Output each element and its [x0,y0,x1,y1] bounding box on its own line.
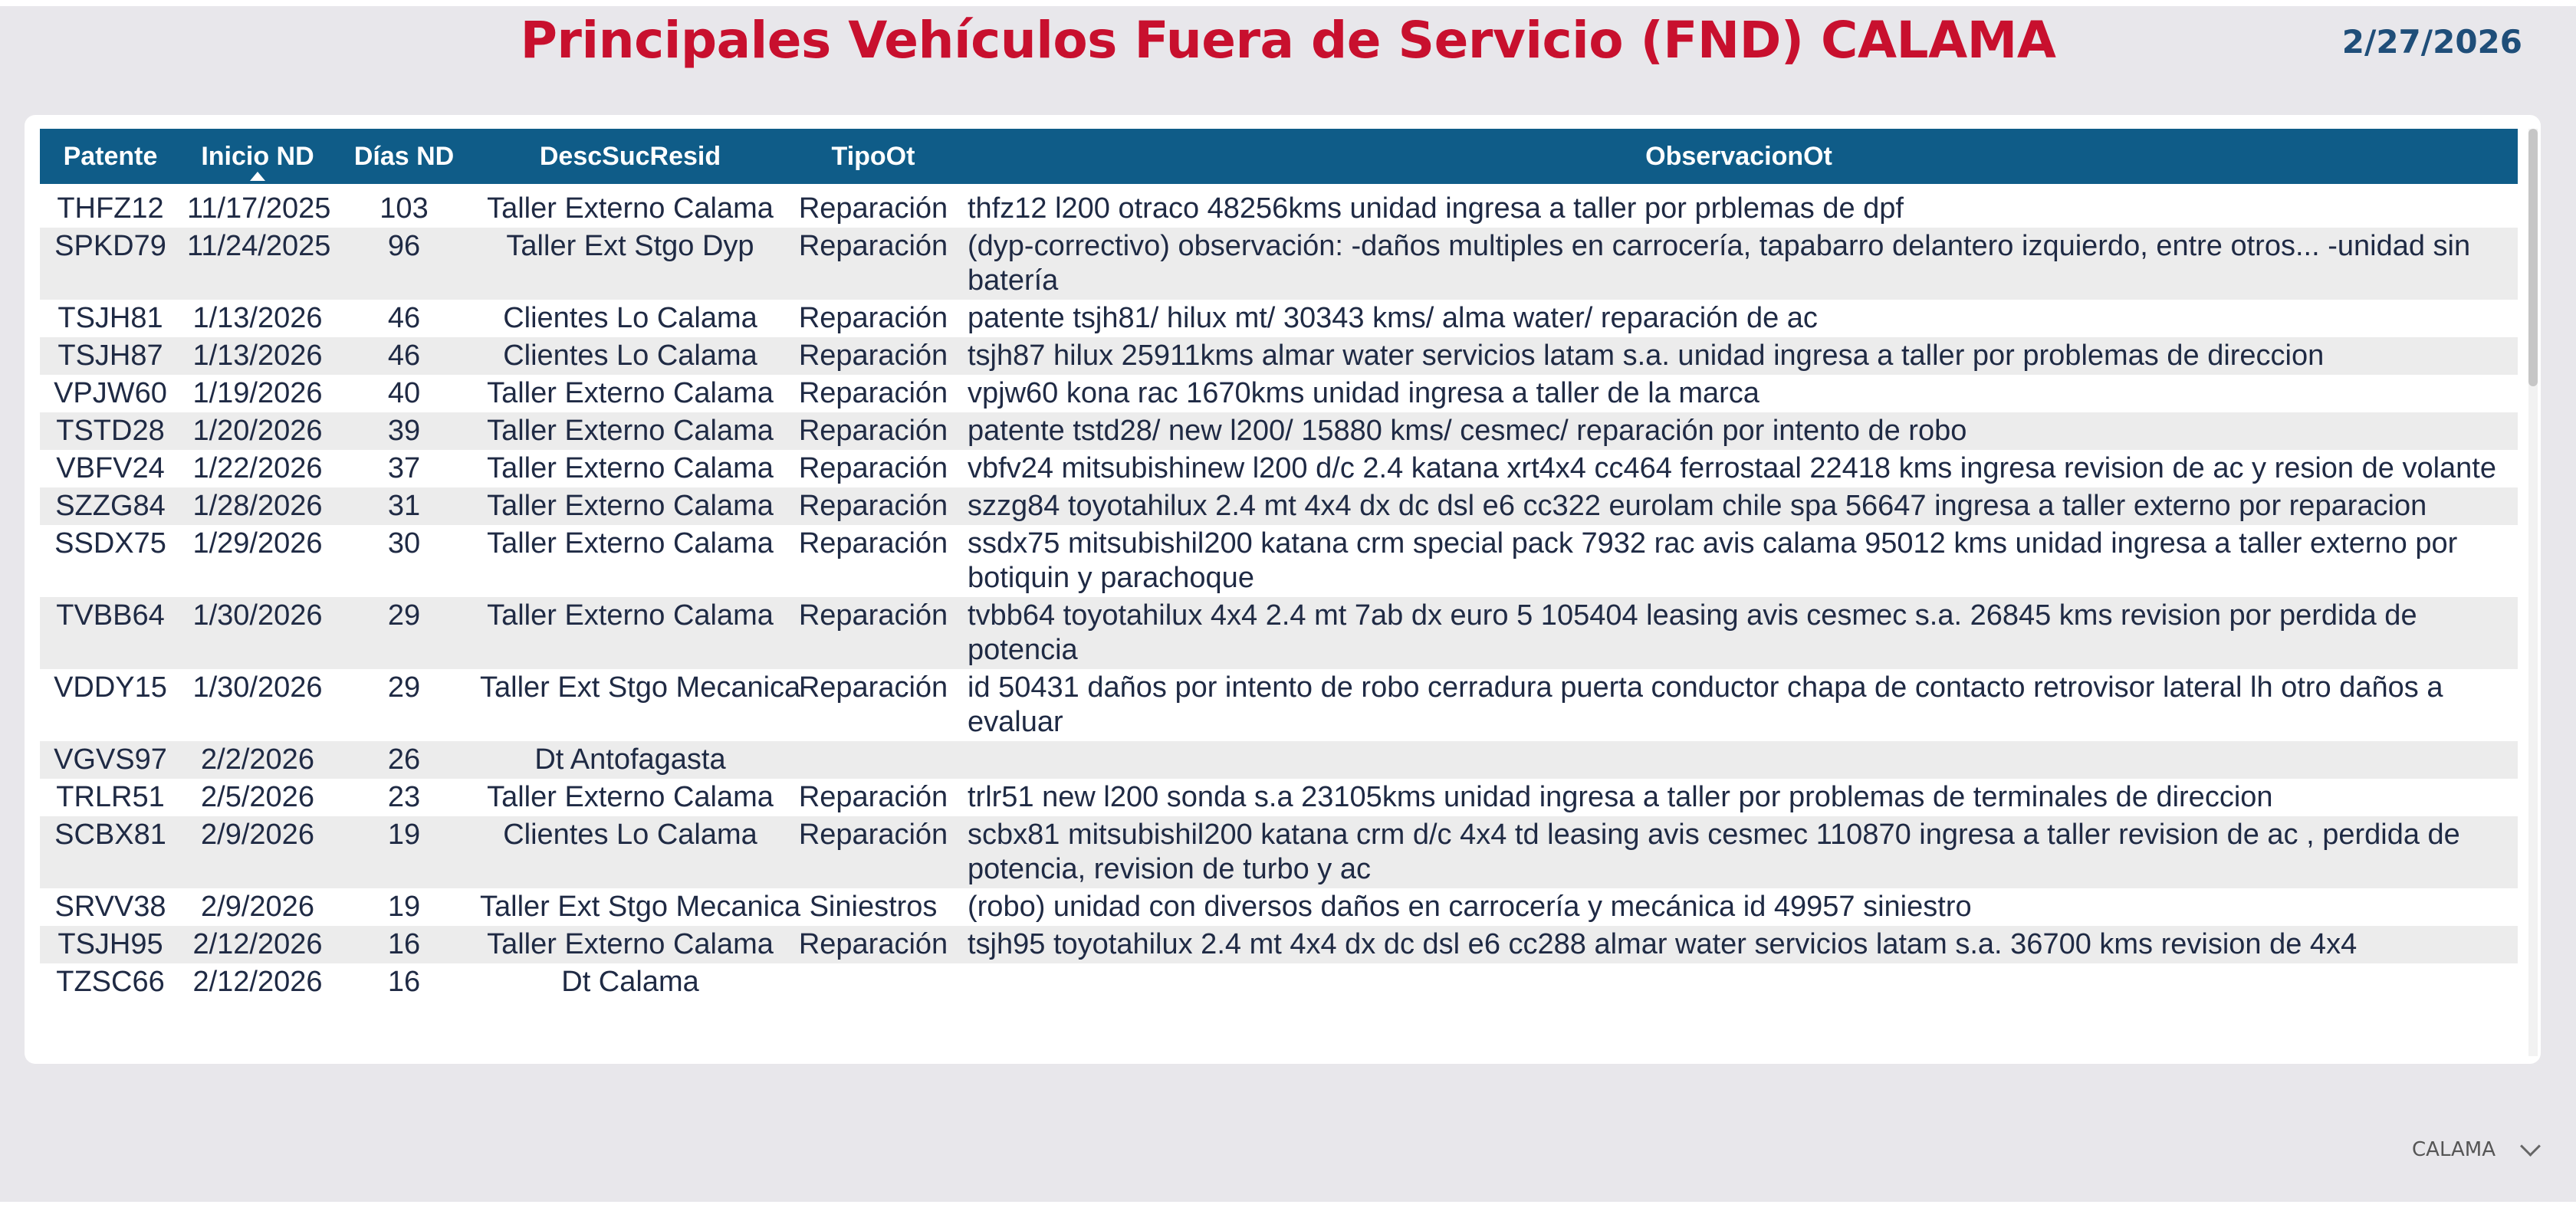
cell-inicio-nd: 11/17/2025 [187,192,331,225]
cell-inicio-nd: 1/13/2026 [192,302,323,334]
column-header-label: Inicio ND [201,141,314,171]
cell-patente: TRLR51 [56,781,165,813]
cell-patente: TSTD28 [40,412,181,450]
region-filter-dropdown[interactable] [2412,1133,2538,1167]
column-header-tipoot[interactable]: TipoOt [787,129,960,184]
cell-observacionot: scbx81 mitsubishil200 katana crm d/c 4x4 td leasing avis cesmec 110870 ingresa a taller revision de ac , perdida de potencia, revision de turbo y ac [960,816,2518,888]
cell-observacionot: szzg84 toyotahilux 2.4 mt 4x4 dx dc dsl e6 cc322 eurolam chile spa 56647 ingresa a taller externo por reparacion [960,487,2518,525]
table-row[interactable] [40,816,2518,888]
cell-tipoot: Siniestros [809,891,938,923]
table-scroll-area[interactable] [40,129,2518,1056]
cell-tipoot: Reparación [787,337,960,375]
table-row[interactable] [40,525,2518,597]
cell-descsucresid: Taller Ext Stgo Mecanica [480,891,801,923]
table-spacer [40,184,2518,190]
cell-tipoot: Reparación [787,228,960,300]
cell-dias-nd: 19 [334,816,474,888]
cell-tipoot: Reparación [798,192,948,225]
cell-patente: TSJH87 [40,337,181,375]
cell-observacionot: trlr51 new l200 sonda s.a 23105kms unidad ingresa a taller por problemas de terminales de direccion [968,781,2273,813]
scrollbar-thumb[interactable] [2528,129,2538,386]
cell-observacionot: tvbb64 toyotahilux 4x4 2.4 mt 7ab dx euro 5 105404 leasing avis cesmec s.a. 26845 kms revision por perdida de potencia [960,597,2518,669]
table-row[interactable] [40,926,2518,963]
cell-descsucresid: Taller Externo Calama [474,412,787,450]
table-row[interactable] [40,300,2518,337]
cell-inicio-nd: 2/2/2026 [181,741,334,779]
cell-inicio-nd: 1/22/2026 [192,452,323,484]
cell-tipoot: Reparación [798,302,948,334]
cell-patente: TSJH81 [58,302,163,334]
cell-dias-nd: 46 [334,337,474,375]
table-row[interactable] [40,888,2518,926]
table-row[interactable] [40,669,2518,741]
cell-inicio-nd: 2/9/2026 [201,891,314,923]
cell-dias-nd: 39 [334,412,474,450]
cell-descsucresid: Taller Externo Calama [487,192,774,225]
cell-observacionot: tsjh95 toyotahilux 2.4 mt 4x4 dx dc dsl e6 cc288 almar water servicios latam s.a. 36700 kms revision de 4x4 [960,926,2518,963]
table-row[interactable] [40,412,2518,450]
report-title: Principales Vehículos Fuera de Servicio (FND) CALAMA [520,11,2056,70]
cell-descsucresid: Taller Externo Calama [474,597,787,669]
region-filter-value: CALAMA [2412,1138,2496,1161]
cell-patente: TVBB64 [40,597,181,669]
cell-observacionot: patente tstd28/ new l200/ 15880 kms/ cesmec/ reparación por intento de robo [960,412,2518,450]
cell-dias-nd: 23 [387,781,421,813]
table-row[interactable] [40,597,2518,669]
cell-inicio-nd: 2/5/2026 [201,781,314,813]
cell-tipoot [787,963,960,1001]
cell-inicio-nd: 1/19/2026 [192,377,323,409]
cell-tipoot: Reparación [787,816,960,888]
cell-tipoot: Reparación [798,452,948,484]
cell-inicio-nd: 11/24/2025 [181,228,334,300]
cell-patente: SPKD79 [40,228,181,300]
cell-tipoot: Reparación [798,377,948,409]
cell-observacionot: vbfv24 mitsubishinew l200 d/c 2.4 katana xrt4x4 cc464 ferrostaal 22418 kms ingresa revision de ac y resion de volante [968,452,2496,484]
cell-tipoot: Reparación [798,527,948,560]
cell-descsucresid: Taller Externo Calama [487,527,774,560]
cell-patente: VGVS97 [40,741,181,779]
cell-observacionot: (dyp-correctivo) observación: -daños multiples en carrocería, tapabarro delantero izquierdo, entre otros... -unidad sin batería [960,228,2518,300]
bottom-bar [0,1202,2576,1211]
column-header-dias-nd[interactable]: Días ND [334,129,474,184]
cell-descsucresid: Taller Ext Stgo Dyp [474,228,787,300]
cell-inicio-nd: 2/12/2026 [181,926,334,963]
cell-patente: THFZ12 [57,192,164,225]
table-row[interactable] [40,375,2518,412]
cell-descsucresid: Taller Externo Calama [474,926,787,963]
cell-patente: SCBX81 [40,816,181,888]
table-row[interactable] [40,228,2518,300]
table-spacer-cell [40,184,2518,190]
cell-dias-nd: 30 [387,527,421,560]
cell-tipoot: Reparación [798,671,948,704]
cell-observacionot: (robo) unidad con diversos daños en carrocería y mecánica id 49957 siniestro [968,891,1972,923]
cell-inicio-nd: 1/29/2026 [192,527,323,560]
cell-dias-nd: 96 [334,228,474,300]
table-row[interactable] [40,337,2518,375]
cell-patente: VPJW60 [54,377,167,409]
cell-dias-nd: 31 [334,487,474,525]
cell-observacionot [960,963,2518,1001]
cell-patente: VBFV24 [56,452,165,484]
top-bar [0,0,2576,6]
report-date: 2/27/2026 [2341,23,2522,61]
cell-tipoot: Reparación [787,597,960,669]
cell-patente: SSDX75 [54,527,166,560]
column-header-descsucresid[interactable]: DescSucResid [474,129,787,184]
cell-inicio-nd: 1/30/2026 [192,671,323,704]
column-header-patente[interactable]: Patente [40,129,181,184]
cell-descsucresid: Taller Ext Stgo Mecanica [480,671,801,704]
cell-inicio-nd: 2/9/2026 [181,816,334,888]
cell-descsucresid: Clientes Lo Calama [474,337,787,375]
cell-dias-nd: 16 [387,966,421,998]
cell-observacionot: thfz12 l200 otraco 48256kms unidad ingresa a taller por prblemas de dpf [968,192,1904,225]
cell-observacionot: patente tsjh81/ hilux mt/ 30343 kms/ alma water/ reparación de ac [968,302,1818,334]
cell-dias-nd: 26 [334,741,474,779]
column-header-observacionot[interactable]: ObservacionOt [960,129,2518,184]
cell-inicio-nd: 1/28/2026 [181,487,334,525]
cell-inicio-nd: 1/20/2026 [181,412,334,450]
cell-dias-nd: 40 [387,377,421,409]
table-row[interactable] [40,963,2518,1001]
cell-descsucresid: Clientes Lo Calama [474,816,787,888]
cell-dias-nd: 29 [334,597,474,669]
cell-tipoot: Reparación [798,781,948,813]
cell-patente: VDDY15 [54,671,167,704]
cell-descsucresid: Taller Externo Calama [487,781,774,813]
cell-patente: TZSC66 [56,966,165,998]
cell-observacionot: tsjh87 hilux 25911kms almar water servicios latam s.a. unidad ingresa a taller por problemas de direccion [960,337,2518,375]
cell-patente: TSJH95 [40,926,181,963]
cell-observacionot [960,741,2518,779]
cell-tipoot: Reparación [787,926,960,963]
cell-inicio-nd: 1/13/2026 [181,337,334,375]
cell-tipoot: Reparación [787,487,960,525]
cell-dias-nd: 16 [334,926,474,963]
chevron-down-icon [2520,1136,2541,1157]
table-row[interactable] [40,487,2518,525]
cell-descsucresid: Taller Externo Calama [487,452,774,484]
table-row[interactable] [40,450,2518,487]
table-row[interactable] [40,741,2518,779]
cell-descsucresid: Dt Calama [561,966,699,998]
table-row[interactable] [40,779,2518,816]
vehicles-table [40,129,2518,1001]
cell-observacionot: vpjw60 kona rac 1670kms unidad ingresa a taller de la marca [968,377,1760,409]
vertical-scrollbar[interactable] [2528,129,2538,1056]
sort-ascending-icon [250,172,265,181]
cell-patente: SRVV38 [54,891,166,923]
cell-patente: SZZG84 [40,487,181,525]
cell-tipoot [787,741,960,779]
cell-dias-nd: 103 [380,192,429,225]
cell-descsucresid: Dt Antofagasta [474,741,787,779]
column-header-inicio-nd[interactable] [181,129,334,184]
cell-tipoot: Reparación [787,412,960,450]
cell-descsucresid: Clientes Lo Calama [503,302,757,334]
cell-descsucresid: Taller Externo Calama [487,377,774,409]
table-row[interactable] [40,190,2518,228]
table-header-row [40,129,2518,184]
cell-observacionot: ssdx75 mitsubishil200 katana crm special pack 7932 rac avis calama 95012 kms unidad ingresa a taller externo por botiquin y parachoque [968,527,2458,594]
cell-dias-nd: 19 [387,891,421,923]
cell-inicio-nd: 1/30/2026 [181,597,334,669]
table-body [40,184,2518,1001]
cell-dias-nd: 37 [387,452,421,484]
cell-observacionot: id 50431 daños por intento de robo cerradura puerta conductor chapa de contacto retrovisor lateral lh otro daños a evaluar [968,671,2443,738]
table-panel [25,115,2541,1064]
cell-dias-nd: 29 [387,671,421,704]
cell-dias-nd: 46 [387,302,421,334]
cell-inicio-nd: 2/12/2026 [192,966,323,998]
cell-descsucresid: Taller Externo Calama [474,487,787,525]
